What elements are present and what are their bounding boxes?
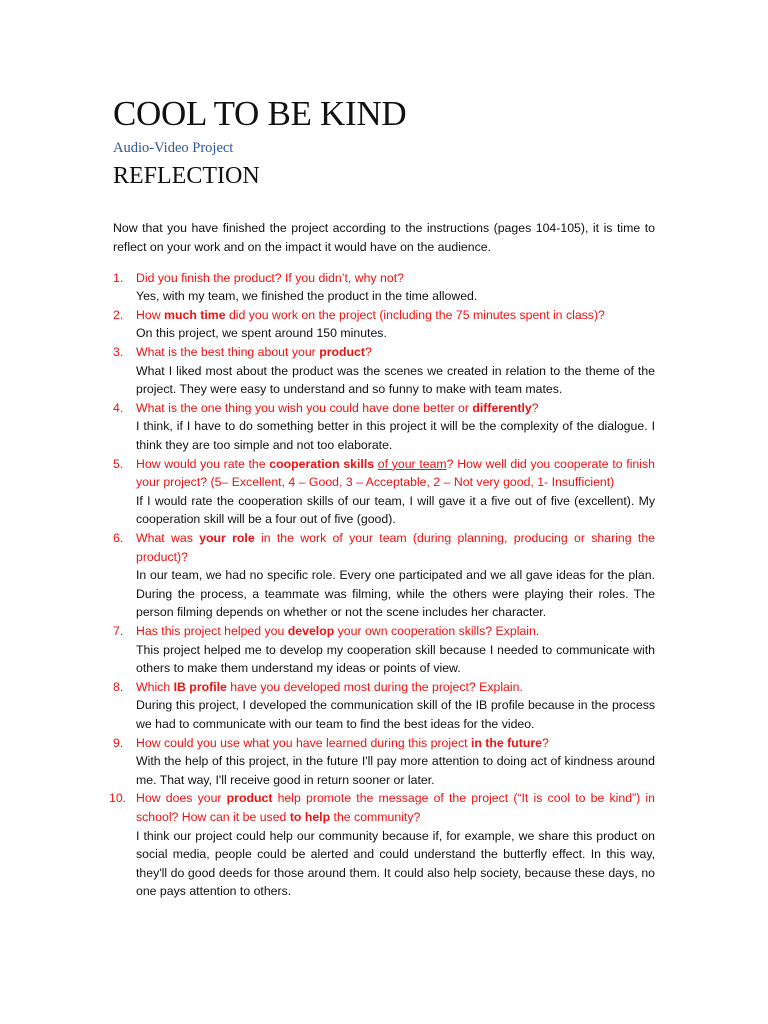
answer-text: During this project, I developed the communication skill of the IB profile because in the process we had to communicate with our team to find the best ideas for the video. xyxy=(136,698,655,731)
question-number: 4. xyxy=(113,400,124,415)
question-number: 6. xyxy=(113,531,124,546)
question-text: What was your role in the work of your team (during planning, producing or sharing the product)? xyxy=(136,531,656,564)
question-number: 7. xyxy=(113,623,124,638)
question-text: Has this project helped you develop your own cooperation skills? Explain. xyxy=(136,623,540,638)
question-item xyxy=(113,269,655,306)
question-text: Did you finish the product? If you didn’t, why not? xyxy=(136,270,404,285)
section-heading: REFLECTION xyxy=(113,163,260,189)
question-text: What is the best thing about your product? xyxy=(136,345,372,360)
question-text: How would you rate the cooperation skills of your team? How well did you cooperate to finish your project? (5– Excellent, 4 – Good, 3 – Acceptable, 2 – Not very good, 1- Insufficient) xyxy=(136,456,655,490)
question-item xyxy=(113,306,655,343)
answer-text: I think, if I have to do something better in this project it will be the complexity of the dialogue. I think they are too simple and not too elaborate. xyxy=(136,419,655,453)
question-text: Which IB profile have you developed most during the project? Explain. xyxy=(136,679,523,694)
answer-text: In our team, we had no specific role. Every one participated and we all gave ideas for the plan. During the process, a teammate was filming, while the others were playing their roles. The person filming depends on whether or not the scene includes her character. xyxy=(136,568,655,620)
answer-text: If I would rate the cooperation skills of our team, I will gave it a five out of five (excellent). My cooperation skill will be a four out of five (good). xyxy=(136,493,655,527)
question-item xyxy=(113,343,655,399)
question-item xyxy=(113,455,655,529)
document-subtitle: Audio-Video Project xyxy=(113,140,234,156)
question-item xyxy=(113,734,655,790)
answer-text: On this project, we spent around 150 minutes. xyxy=(136,326,387,341)
question-item xyxy=(113,529,655,622)
question-number: 3. xyxy=(113,345,124,360)
question-text: How does your product help promote the message of the project (“It is cool to be kind”) in school? How can it be used to help the community? xyxy=(136,791,656,824)
question-text: How could you use what you have learned during this project in the future? xyxy=(136,735,549,750)
answer-text: I think our project could help our community because if, for example, we share this product on social media, people could be alerted and could understand the butterfly effect. In this way, they'll do good deeds for those around them. It could also help society, because these days, no one pays attention to others. xyxy=(136,828,655,899)
question-number: 5. xyxy=(113,456,124,471)
question-number: 1. xyxy=(113,270,124,285)
answer-text: Yes, with my team, we finished the product in the time allowed. xyxy=(136,289,478,304)
question-item xyxy=(109,789,656,901)
question-number: 10. xyxy=(109,791,127,806)
question-item xyxy=(113,399,655,455)
question-number: 2. xyxy=(113,307,124,322)
document-title: COOL TO BE KIND xyxy=(113,94,407,133)
answer-text: With the help of this project, in the future I'll pay more attention to doing act of kindness around me. That way, I'll receive good in return sooner or later. xyxy=(136,754,655,787)
question-text: How much time did you work on the project (including the 75 minutes spent in class)? xyxy=(136,307,605,322)
answer-text: What I liked most about the product was the scenes we created in relation to the theme of the project. They were easy to understand and so funny to make with team mates. xyxy=(136,363,655,397)
question-text: What is the one thing you wish you could have done better or differently? xyxy=(136,400,539,415)
question-item xyxy=(113,678,655,734)
question-item xyxy=(113,622,655,678)
question-number: 9. xyxy=(113,735,124,750)
question-list xyxy=(109,269,656,901)
intro-paragraph: Now that you have finished the project according to the instructions (pages 104-105), it is time to reflect on your work and on the impact it would have on the audience. xyxy=(113,221,655,254)
answer-text: This project helped me to develop my cooperation skill because I needed to communicate with others to make them understand my ideas or points of view. xyxy=(136,642,655,676)
question-number: 8. xyxy=(113,679,124,694)
